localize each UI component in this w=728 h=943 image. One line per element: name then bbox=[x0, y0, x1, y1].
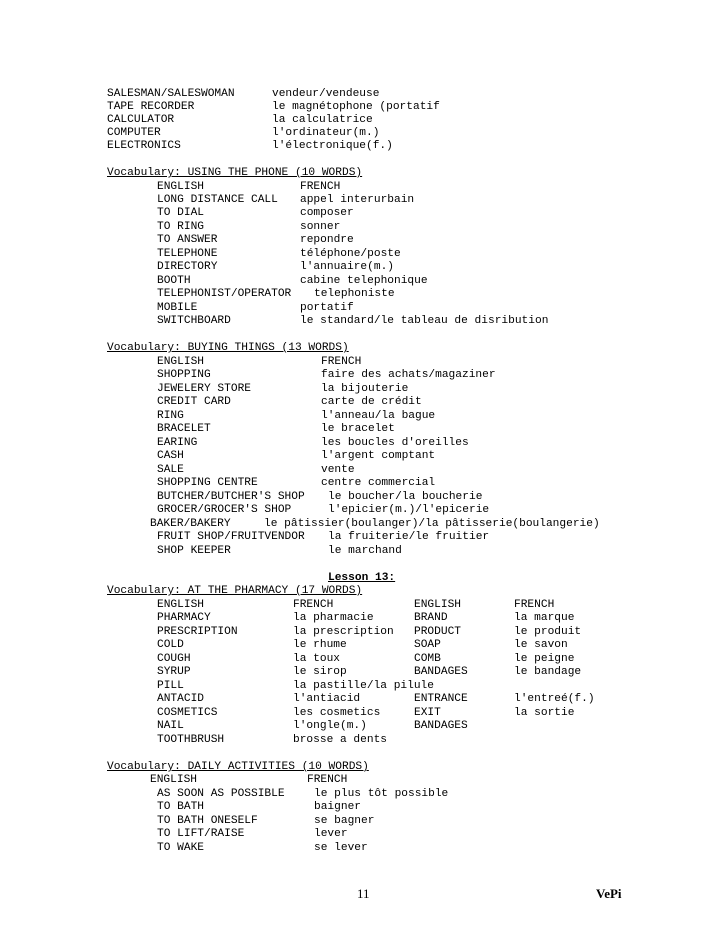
vocab-en: RING bbox=[157, 410, 184, 422]
vocab-fr: le pâtissier(boulanger)/la pâtisserie(boulangerie) bbox=[264, 518, 600, 530]
vocab-fr: baigner bbox=[314, 801, 361, 813]
vocab-en: CREDIT CARD bbox=[157, 396, 231, 408]
vocab-en: SALE bbox=[157, 464, 184, 476]
list-item-fr: vendeur/vendeuse bbox=[272, 88, 380, 100]
vocab-en: DIRECTORY bbox=[157, 261, 218, 273]
section-heading: Vocabulary: DAILY ACTIVITIES (10 WORDS) bbox=[107, 761, 369, 773]
list-item-en: TAPE RECORDER bbox=[107, 101, 195, 113]
vocab-en: COSMETICS bbox=[157, 707, 218, 719]
vocab-en-2: BRAND bbox=[414, 612, 448, 624]
column-header-french: FRENCH bbox=[321, 356, 362, 368]
page-number: 11 bbox=[357, 886, 370, 901]
column-header-english-2: ENGLISH bbox=[414, 599, 461, 611]
vocab-fr: carte de crédit bbox=[321, 396, 422, 408]
vocab-en: BOOTH bbox=[157, 275, 191, 287]
vocab-fr: le standard/le tableau de disribution bbox=[300, 315, 549, 327]
vocab-en-2: EXIT bbox=[414, 707, 441, 719]
vocab-en: TO BATH bbox=[157, 801, 204, 813]
vocab-fr: le sirop bbox=[293, 666, 347, 678]
vocab-en: COLD bbox=[157, 639, 184, 651]
column-header-french: FRENCH bbox=[307, 774, 348, 786]
vocab-fr: repondre bbox=[300, 234, 354, 246]
vocab-en: NAIL bbox=[157, 720, 184, 732]
vocab-en: TELEPHONE bbox=[157, 248, 218, 260]
vocab-en: PRESCRIPTION bbox=[157, 626, 238, 638]
vocab-en: TO DIAL bbox=[157, 207, 204, 219]
list-item-en: SALESMAN/SALESWOMAN bbox=[107, 88, 235, 100]
vocab-en: SHOPPING bbox=[157, 369, 211, 381]
column-header-french: FRENCH bbox=[300, 181, 341, 193]
vocab-fr: l'epicier(m.)/l'epicerie bbox=[328, 504, 490, 516]
section-heading: Vocabulary: USING THE PHONE (10 WORDS) bbox=[107, 167, 363, 179]
vocab-fr: appel interurbain bbox=[300, 194, 415, 206]
list-item-en: COMPUTER bbox=[107, 127, 161, 139]
vocab-fr: lever bbox=[314, 828, 348, 840]
vocab-en: GROCER/GROCER'S SHOP bbox=[157, 504, 292, 516]
vocab-fr: se lever bbox=[314, 842, 368, 854]
vocab-en: SHOP KEEPER bbox=[157, 545, 231, 557]
vocab-fr: faire des achats/magaziner bbox=[321, 369, 496, 381]
column-header-english: ENGLISH bbox=[150, 774, 197, 786]
list-item-fr: l'ordinateur(m.) bbox=[272, 127, 380, 139]
vocab-fr: la pharmacie bbox=[293, 612, 374, 624]
vocab-en: AS SOON AS POSSIBLE bbox=[157, 788, 285, 800]
list-item-fr: la calculatrice bbox=[272, 114, 373, 126]
vocab-fr-2: la sortie bbox=[514, 707, 575, 719]
vocab-en-2: ENTRANCE bbox=[414, 693, 468, 705]
list-item-fr: l'électronique(f.) bbox=[272, 140, 393, 152]
vocab-fr: la toux bbox=[293, 653, 340, 665]
vocab-fr: composer bbox=[300, 207, 354, 219]
list-item-en: CALCULATOR bbox=[107, 114, 175, 126]
vocab-fr: sonner bbox=[300, 221, 341, 233]
vocab-en: PILL bbox=[157, 680, 184, 692]
vocab-fr: la prescription bbox=[293, 626, 394, 638]
vocab-fr-2: la marque bbox=[514, 612, 575, 624]
vocab-fr: l'annuaire(m.) bbox=[300, 261, 394, 273]
vocab-fr-2: le peigne bbox=[514, 653, 575, 665]
vocab-en: TO LIFT/RAISE bbox=[157, 828, 245, 840]
vocab-fr: l'argent comptant bbox=[321, 450, 436, 462]
vocab-fr-2: le produit bbox=[514, 626, 582, 638]
vocab-fr: téléphone/poste bbox=[300, 248, 401, 260]
list-item-fr: le magnétophone (portatif bbox=[272, 101, 440, 113]
vocab-fr: centre commercial bbox=[321, 477, 436, 489]
vocab-en: BRACELET bbox=[157, 423, 211, 435]
vocab-fr: les boucles d'oreilles bbox=[321, 437, 469, 449]
vocab-fr: le marchand bbox=[328, 545, 402, 557]
vocab-fr: le rhume bbox=[293, 639, 347, 651]
column-header-english: ENGLISH bbox=[157, 599, 204, 611]
vocab-en-2: COMB bbox=[414, 653, 441, 665]
vocab-fr: se bagner bbox=[314, 815, 375, 827]
lesson-title: Lesson 13: bbox=[328, 572, 396, 584]
vocab-en: ANTACID bbox=[157, 693, 204, 705]
vocab-fr: les cosmetics bbox=[293, 707, 381, 719]
list-item-en: ELECTRONICS bbox=[107, 140, 181, 152]
section-heading: Vocabulary: BUYING THINGS (13 WORDS) bbox=[107, 342, 349, 354]
vocab-en: SHOPPING CENTRE bbox=[157, 477, 258, 489]
footer-author: VePi bbox=[596, 886, 622, 901]
vocab-en: TELEPHONIST/OPERATOR bbox=[157, 288, 292, 300]
vocab-fr: le boucher/la boucherie bbox=[328, 491, 483, 503]
vocab-en: TO RING bbox=[157, 221, 204, 233]
vocab-en: TO BATH ONESELF bbox=[157, 815, 258, 827]
vocab-fr-2: le savon bbox=[514, 639, 568, 651]
vocab-fr: l'anneau/la bague bbox=[321, 410, 436, 422]
column-header-french-2: FRENCH bbox=[514, 599, 555, 611]
column-header-french: FRENCH bbox=[293, 599, 334, 611]
vocab-fr: le plus tôt possible bbox=[314, 788, 449, 800]
vocab-fr: la fruiterie/le fruitier bbox=[328, 531, 490, 543]
vocab-en: CASH bbox=[157, 450, 184, 462]
vocab-fr: l'ongle(m.) bbox=[293, 720, 367, 732]
vocab-fr: l'antiacid bbox=[293, 693, 361, 705]
vocab-fr: telephoniste bbox=[314, 288, 395, 300]
vocab-fr: la pastille/la pilule bbox=[293, 680, 434, 692]
vocab-en: FRUIT SHOP/FRUITVENDOR bbox=[157, 531, 305, 543]
vocab-fr-2: le bandage bbox=[514, 666, 582, 678]
vocab-en-2: BANDAGES bbox=[414, 666, 468, 678]
column-header-english: ENGLISH bbox=[157, 181, 204, 193]
vocab-fr: cabine telephonique bbox=[300, 275, 428, 287]
vocab-en: EARING bbox=[157, 437, 198, 449]
section-heading: Vocabulary: AT THE PHARMACY (17 WORDS) bbox=[107, 585, 363, 597]
vocab-en: TOOTHBRUSH bbox=[157, 734, 225, 746]
vocab-en-2: PRODUCT bbox=[414, 626, 461, 638]
vocab-en-2: SOAP bbox=[414, 639, 441, 651]
vocab-fr: portatif bbox=[300, 302, 354, 314]
vocab-fr: brosse a dents bbox=[293, 734, 387, 746]
vocab-en: TO ANSWER bbox=[157, 234, 218, 246]
vocab-en: BAKER/BAKERY bbox=[150, 518, 231, 530]
column-header-english: ENGLISH bbox=[157, 356, 204, 368]
vocab-en: BUTCHER/BUTCHER'S SHOP bbox=[157, 491, 305, 503]
vocab-fr-2: l'entreé(f.) bbox=[514, 693, 595, 705]
vocab-fr: vente bbox=[321, 464, 355, 476]
vocab-fr: le bracelet bbox=[321, 423, 395, 435]
vocab-en: COUGH bbox=[157, 653, 191, 665]
vocab-fr: la bijouterie bbox=[321, 383, 409, 395]
vocab-en: LONG DISTANCE CALL bbox=[157, 194, 278, 206]
vocab-en: TO WAKE bbox=[157, 842, 204, 854]
vocab-en: PHARMACY bbox=[157, 612, 211, 624]
vocab-en: MOBILE bbox=[157, 302, 198, 314]
vocab-en: SYRUP bbox=[157, 666, 191, 678]
vocab-en: JEWELERY STORE bbox=[157, 383, 251, 395]
vocab-en-2: BANDAGES bbox=[414, 720, 468, 732]
vocab-en: SWITCHBOARD bbox=[157, 315, 231, 327]
